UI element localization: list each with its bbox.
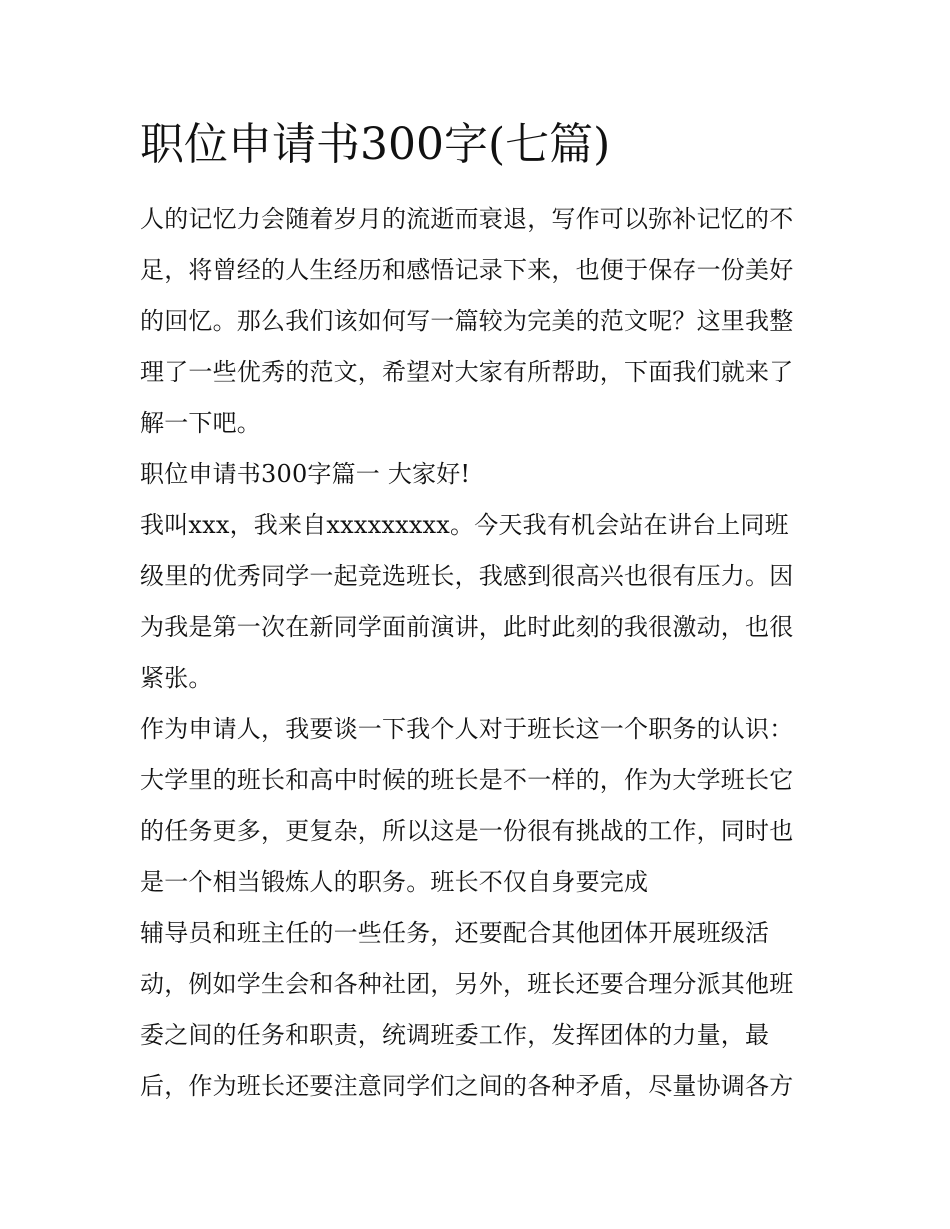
paragraph-line: 我叫xxx，我来自xxxxxxxxx。今天我有机会站在讲台上同班 — [140, 511, 789, 539]
paragraph-line: 理了一些优秀的范文，希望对大家有所帮助，下面我们就来了 — [140, 358, 794, 386]
document-title: 职位申请书300字(七篇) — [140, 119, 611, 170]
paragraph-line: 的回忆。那么我们该如何写一篇较为完美的范文呢？这里我整 — [140, 307, 794, 335]
paragraph-line: 后，作为班长还要注意同学们之间的各种矛盾，尽量协调各方 — [140, 1072, 794, 1100]
paragraph-line: 委之间的任务和职责，统调班委工作，发挥团体的力量，最 — [140, 1021, 770, 1049]
paragraph-line: 紧张。 — [140, 664, 213, 692]
paragraph-line: 的任务更多，更复杂，所以这是一份很有挑战的工作，同时也 — [140, 817, 794, 845]
paragraph-line: 解一下吧。 — [140, 409, 261, 437]
paragraph-line: 足，将曾经的人生经历和感悟记录下来，也便于保存一份美好 — [140, 256, 794, 284]
section-heading-line: 职位申请书300字篇一 大家好! — [140, 460, 471, 488]
paragraph-line: 大学里的班长和高中时候的班长是不一样的，作为大学班长它 — [140, 766, 794, 794]
paragraph-line: 为我是第一次在新同学面前演讲，此时此刻的我很激动，也很 — [140, 613, 794, 641]
paragraph-line: 是一个相当锻炼人的职务。班长不仅自身要完成 — [140, 868, 649, 896]
document-content — [140, 112, 820, 1112]
paragraph-line: 辅导员和班主任的一些任务，还要配合其他团体开展班级活 — [140, 919, 770, 947]
paragraph-line: 级里的优秀同学一起竞选班长，我感到很高兴也很有压力。因 — [140, 562, 794, 590]
paragraph-line: 作为申请人，我要谈一下我个人对于班长这一个职务的认识： — [140, 715, 794, 743]
paragraph-line: 人的记忆力会随着岁月的流逝而衰退，写作可以弥补记忆的不 — [140, 205, 794, 233]
paragraph-line: 动，例如学生会和各种社团，另外，班长还要合理分派其他班 — [140, 970, 794, 998]
